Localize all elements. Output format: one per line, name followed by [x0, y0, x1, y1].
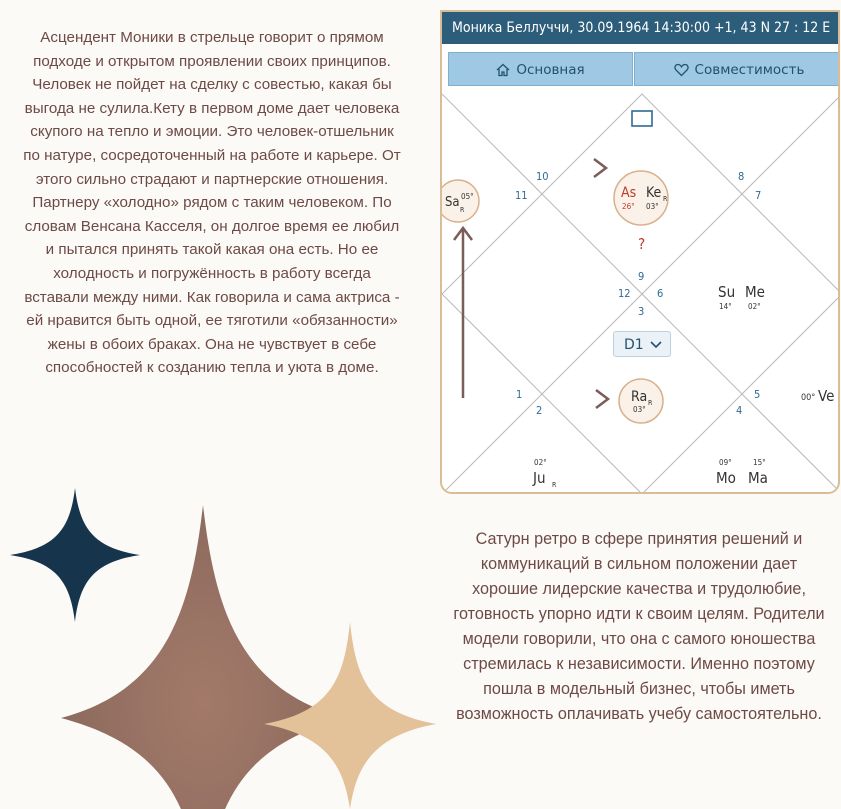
planet-rahu-retro: R	[648, 399, 653, 407]
house-number: 10	[536, 170, 549, 183]
bottom-paragraph: Сатурн ретро в сфере принятия решений и коммуникаций в сильном положении дает хорошие лидерские качества и трудолюбие, готовность упорно идти к своим целям. Родители модели говорили, что она с самого юношества стремилась к независимости. Именно поэтому пошла в модельный бизнес, чтобы иметь возможность оплачивать учебу самостоятельно.	[453, 530, 825, 723]
planet-moon-degree: 09°	[719, 458, 732, 467]
division-select-value: D1	[624, 337, 644, 353]
chevron-down-icon	[650, 332, 662, 367]
tab-main-label: Основная	[516, 62, 585, 78]
house-number: 7	[755, 189, 762, 202]
planet-ketu-degree: 03°	[646, 202, 659, 211]
square-icon[interactable]	[632, 111, 652, 126]
question-mark: ?	[638, 235, 646, 253]
planet-ascendant: As	[621, 185, 637, 201]
house-number: 1	[516, 388, 523, 401]
house-number: 9	[638, 270, 645, 283]
planet-mercury-degree: 02°	[748, 302, 761, 311]
planet-saturn: Sa	[445, 195, 460, 210]
kundli-chart	[442, 12, 840, 494]
star-gold	[264, 622, 436, 809]
planet-saturn-retro: R	[460, 206, 465, 214]
house-number: 6	[657, 287, 664, 300]
planet-mars-degree: 15°	[753, 458, 766, 467]
planet-ketu-retro: R	[663, 195, 668, 203]
planet-jupiter-retro: R	[552, 481, 557, 489]
planet-jupiter-degree: 02°	[534, 458, 547, 467]
left-paragraph: Асцендент Моники в стрельце говорит о прямом подходе и открытом проявлении своих принципов. Человек не пойдет на сделку с совестью, какая бы выгода не сулила.Кету в первом доме дает человека скупого на тепло и эмоции. Это человек-отшельник по натуре, сосредоточенный на работе и карьере. От этого сильно страдают и партнерские отношения. Партнеру «холодно» рядом с таким человеком. По словам Венсана Касселя, он долгое время ее любил и пытался принять такой какая она есть. Но ее холодность и погружённость в работу всегда вставали между ними. Как говорила и сама актриса - ей нравится быть одной, ее тяготили «обязанности» жены в обоих браках. Она не чувствует в себе способностей к созданию тепла и уюта в доме.	[23, 29, 401, 377]
planet-moon: Mo	[716, 469, 736, 487]
chart-header: Моника Беллуччи, 30.09.1964 14:30:00 +1, 43 N 27 : 12 E	[442, 12, 838, 44]
planet-mars: Ma	[748, 469, 768, 487]
planet-mercury: Me	[745, 283, 765, 301]
planet-venus: Ve	[818, 387, 835, 405]
chart-widget	[440, 10, 840, 494]
planet-sun-degree: 14°	[719, 302, 732, 311]
house-number: 11	[515, 189, 528, 202]
planet-jupiter: Ju	[533, 469, 546, 487]
planet-venus-degree: 00°	[801, 393, 816, 403]
planet-sun: Su	[718, 283, 736, 301]
house-number: 5	[754, 388, 761, 401]
planet-ascendant-degree: 26°	[622, 202, 635, 211]
house-number: 8	[738, 170, 745, 183]
star-navy	[10, 488, 140, 622]
star-brown	[61, 505, 345, 809]
house-number: 2	[536, 404, 543, 417]
planet-rahu-degree: 03°	[633, 405, 646, 414]
planet-rahu: Ra	[631, 389, 648, 405]
division-select[interactable]	[613, 331, 671, 357]
tab-compatibility-label: Совместимость	[694, 62, 805, 78]
planet-ketu: Ke	[646, 185, 662, 201]
house-number: 12	[618, 287, 631, 300]
house-number: 4	[736, 404, 743, 417]
planet-saturn-degree: 05°	[461, 192, 474, 201]
chart-grid	[442, 94, 840, 494]
house-number: 3	[638, 305, 645, 318]
